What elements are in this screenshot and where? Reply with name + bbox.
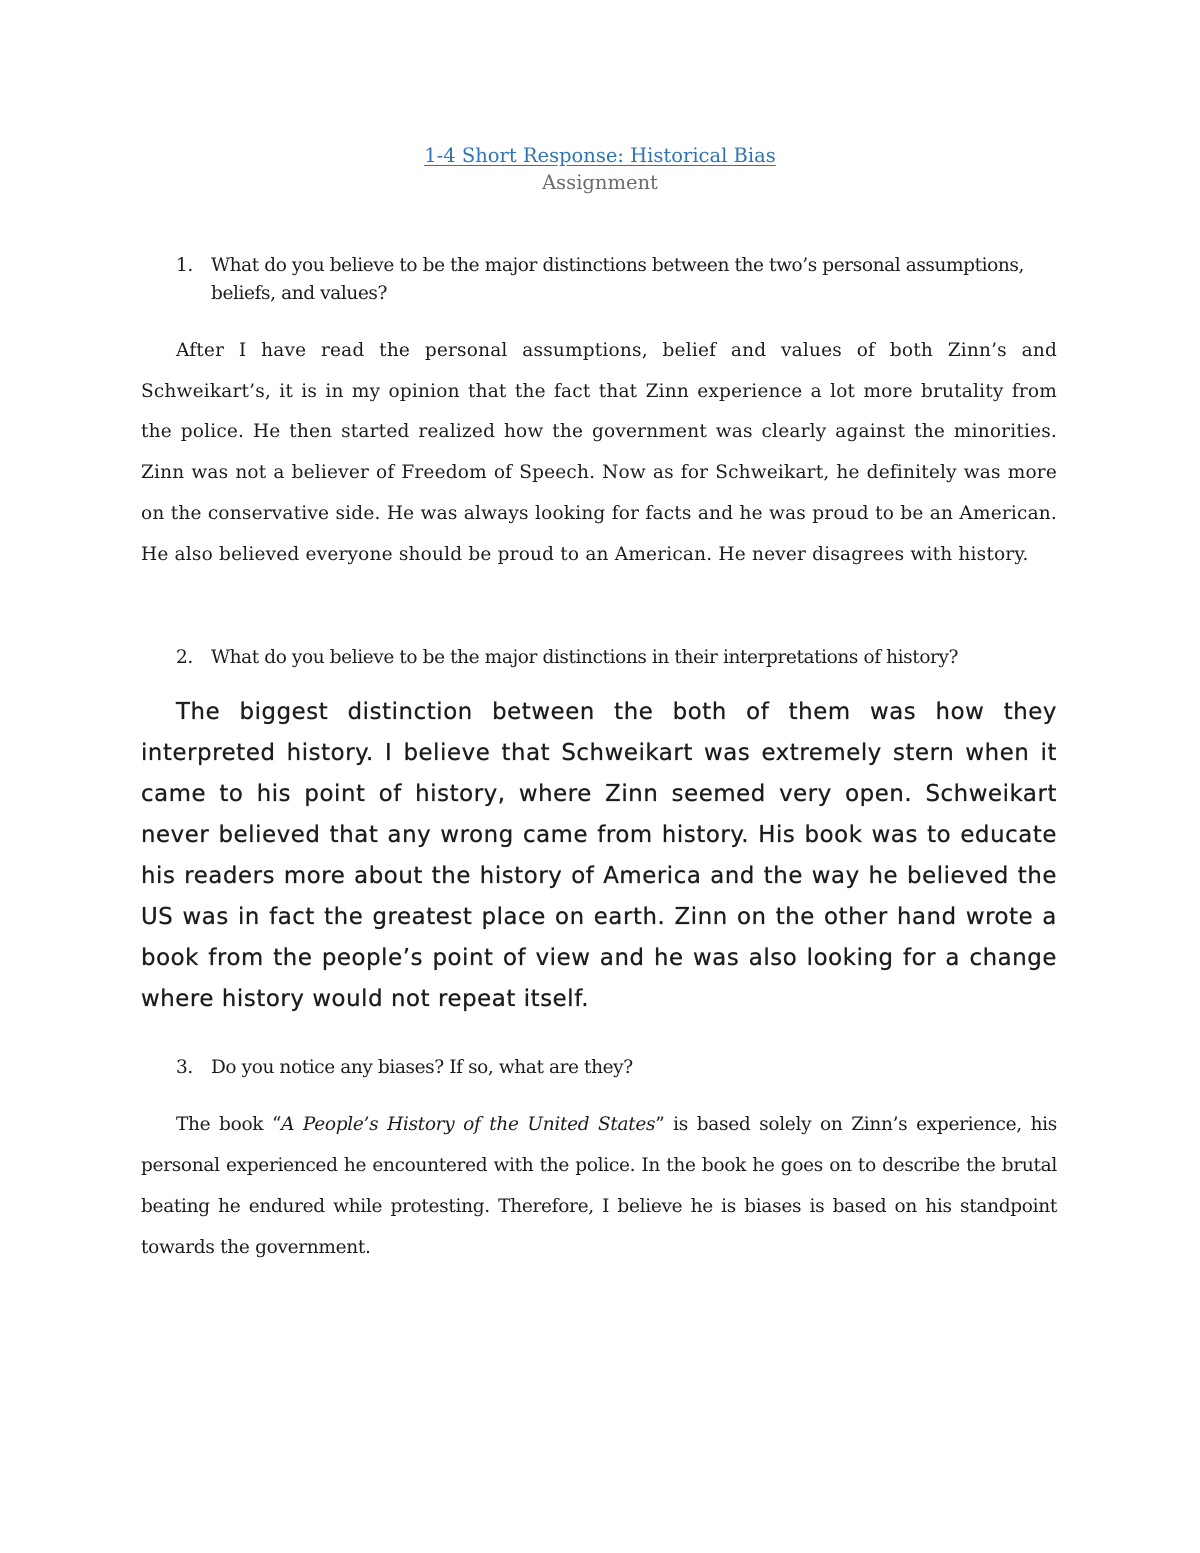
question-2-number: 2. (176, 647, 193, 668)
document-title[interactable]: 1-4 Short Response: Historical Bias (424, 144, 776, 167)
answer-3-lead: The book “ (176, 1114, 282, 1135)
document-subtitle: Assignment (542, 171, 658, 194)
book-title: A People’s History of the United States (281, 1114, 656, 1135)
question-1-text: What do you believe to be the major distinctions between the two’s personal assumptions, beliefs, and values? (211, 255, 1025, 304)
question-3 (176, 1054, 1066, 1082)
answer-2-paragraph: The biggest distinction between the both of them was how they interpreted history. I believe that Schweikart was extremely stern when it came to his point of history, where Zinn seemed very open. Schweikart never believed that any wrong came from history. His book was to educate his readers more about the history of America and the way he believed the US was in fact the greatest place on earth. Zinn on the other hand wrote a book from the people’s point of view and he was also looking for a change where history would not repeat itself. (141, 699, 1057, 1012)
question-1-number: 1. (176, 255, 193, 276)
answer-1-paragraph: After I have read the personal assumptions, belief and values of both Zinn’s and Schweikart’s, it is in my opinion that the fact that Zinn experience a lot more brutality from the police. He then started realized how the government was clearly against the minorities. Zinn was not a believer of Freedom of Speech. Now as for Schweikart, he definitely was more on the conservative side. He was always looking for facts and he was proud to be an American. He also believed everyone should be proud to an American. He never disagrees with history. (141, 340, 1057, 565)
question-3-text: Do you notice any biases? If so, what are they? (211, 1057, 633, 1078)
question-2 (176, 644, 1066, 672)
answer-3-body: ” is based solely on Zinn’s experience, his personal experienced he encountered with the police. In the book he goes on to describe the brutal beating he endured while protesting. Therefore, I believe he is biases is based on his standpoint towards the government. (141, 1114, 1057, 1258)
question-2-text: What do you believe to be the major distinctions in their interpretations of history? (211, 647, 959, 668)
question-1 (176, 252, 1066, 308)
question-3-number: 3. (176, 1057, 193, 1078)
answer-3-paragraph (141, 1104, 1057, 1268)
